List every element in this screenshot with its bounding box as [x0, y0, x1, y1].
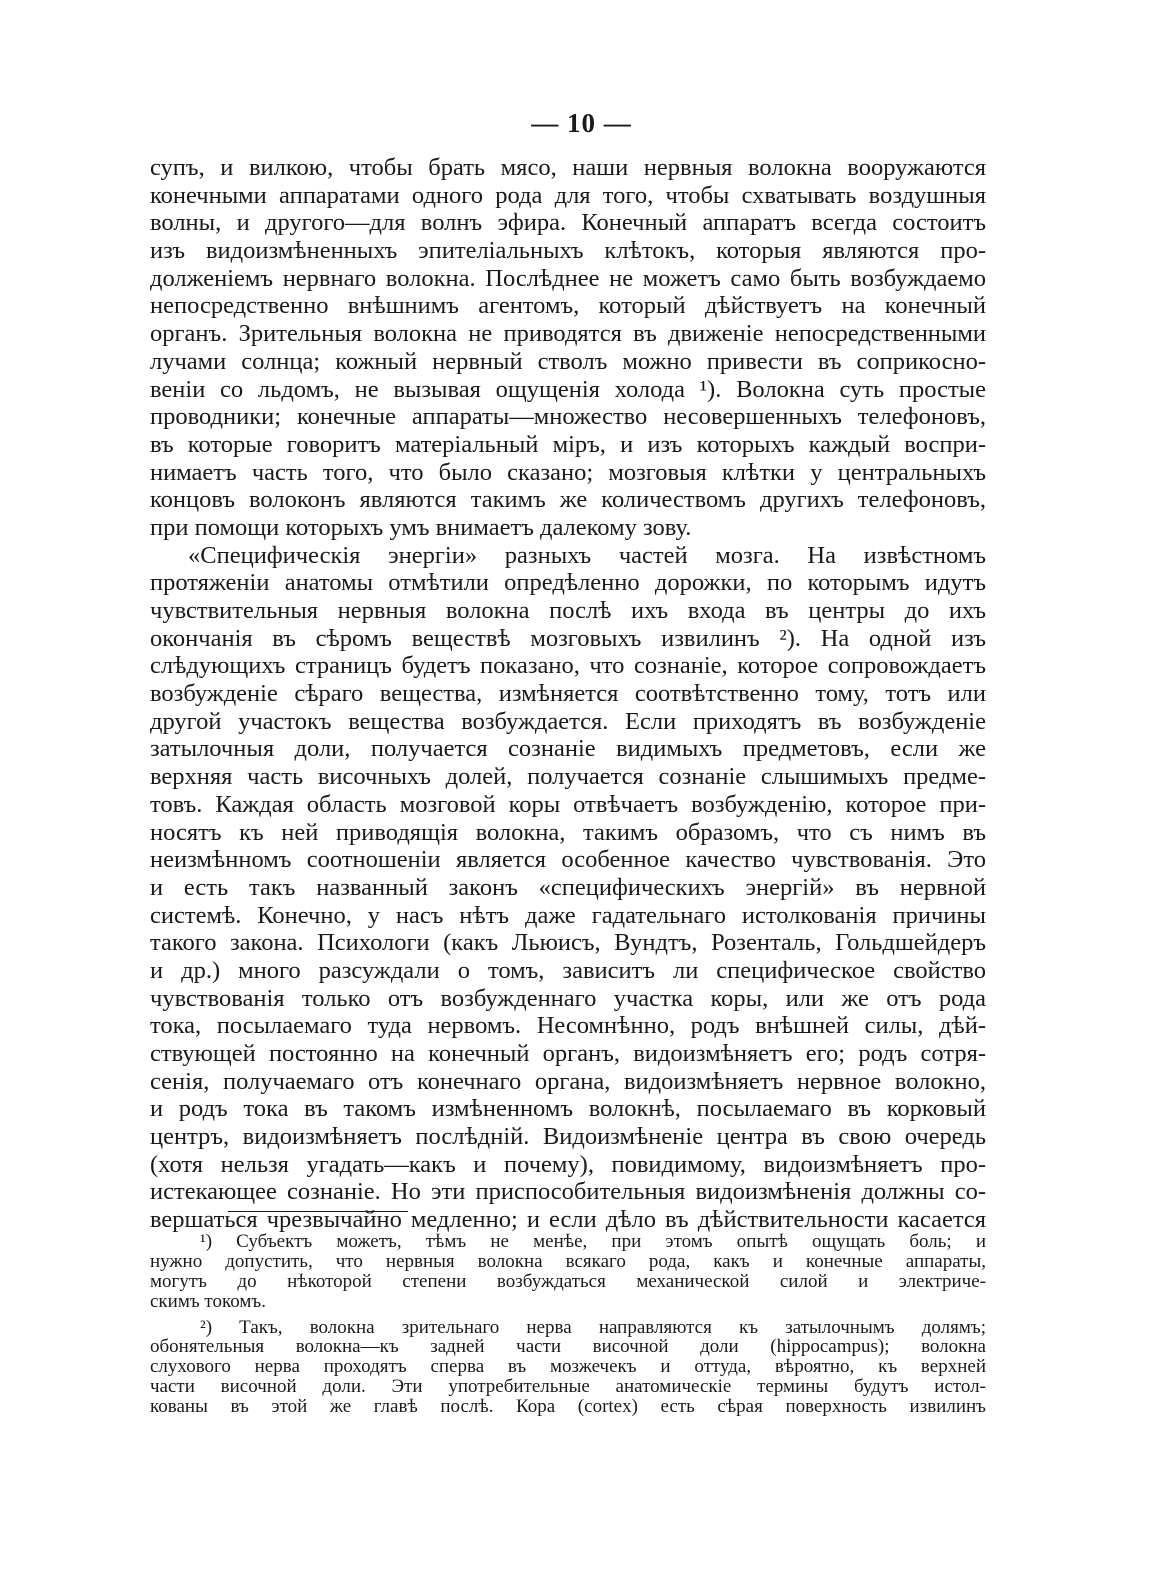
text-line: концовъ волоконъ являются такимъ же количествомъ другихъ телефоновъ, [150, 486, 986, 514]
text-line: затылочныя доли, получается сознаніе видимыхъ предметовъ, если же [150, 735, 986, 763]
text-line: чувствованія только отъ возбужденнаго участка коры, или же отъ рода [150, 984, 986, 1012]
text-line: окончанія въ сѣромъ веществѣ мозговыхъ извилинъ ²). На одной изъ [150, 624, 986, 652]
page-number: — 10 — [531, 108, 632, 138]
text-line: протяженіи анатомы отмѣтили опредѣленно дорожки, по которымъ идутъ [150, 569, 986, 597]
text-line: «Специфическія энергіи» разныхъ частей мозга. На извѣстномъ [188, 541, 986, 569]
footnote-line: ²) Такъ, волокна зрительнаго нерва направляются къ затылочнымъ долямъ; [200, 1317, 986, 1338]
text-line: верхняя часть височныхъ долей, получается сознаніе слышимыхъ предме- [150, 763, 986, 791]
text-line: носятъ къ ней приводящія волокна, такимъ образомъ, что съ нимъ въ [150, 818, 986, 846]
paragraph-2 [150, 542, 986, 1234]
text-line: неизмѣнномъ соотношеніи является особенное качество чувствованія. Это [150, 846, 986, 874]
text-line: волны, и другого—для волнъ эфира. Конечный аппаратъ всегда состоитъ [150, 209, 986, 237]
text-line: при помощи которыхъ умъ внимаетъ далекому зову. [150, 513, 692, 541]
paragraph-1 [150, 154, 986, 542]
text-line: системѣ. Конечно, у насъ нѣтъ даже гадательнаго истолкованія причины [150, 901, 986, 929]
footnote-1 [150, 1232, 986, 1312]
text-line: тока, посылаемаго туда нервомъ. Несомнѣнно, родъ внѣшней силы, дѣй- [150, 1012, 986, 1040]
text-line: и др.) много разсуждали о томъ, зависитъ ли специфическое свойство [150, 956, 986, 984]
text-line: чувствительныя нервныя волокна послѣ ихъ входа въ центры до ихъ [150, 597, 986, 624]
text-line: лучами солнца; кожный нервный стволъ можно привести въ соприкосно- [150, 347, 986, 375]
text-line: ствующей постоянно на конечный органъ, видоизмѣняетъ его; родъ сотря- [150, 1040, 986, 1067]
text-line: (хотя нельзя угадать—какъ и почему), повидимому, видоизмѣняетъ про- [150, 1150, 986, 1178]
text-line: супъ, и вилкою, чтобы брать мясо, наши нервныя волокна вооружаются [150, 154, 986, 181]
text-line: сенія, получаемаго отъ конечнаго органа, видоизмѣняетъ нервное волокно, [150, 1067, 986, 1095]
text-line: такого закона. Психологи (какъ Льюисъ, Вундтъ, Розенталь, Гольдшейдеръ [150, 929, 986, 957]
footnote-line: нужно допустить, что нервныя волокна всякаго рода, какъ и конечные аппараты, [150, 1251, 986, 1272]
footnote-line: скимъ токомъ. [150, 1291, 266, 1312]
text-line: и есть такъ названный законъ «специфическихъ энергій» въ нервной [150, 873, 986, 901]
footnotes [150, 1232, 986, 1417]
footnote-line: ¹) Субъектъ можетъ, тѣмъ не менѣе, при этомъ опытѣ ощущать боль; и [200, 1232, 986, 1252]
text-line: органъ. Зрительныя волокна не приводятся въ движеніе непосредственными [150, 320, 986, 348]
text-line: непосредственно внѣшнимъ агентомъ, который дѣйствуетъ на конечный [150, 292, 986, 320]
text-line: товъ. Каждая область мозговой коры отвѣчаетъ возбужденію, которое при- [150, 790, 986, 818]
text-line: вершаться чрезвычайно медленно; и если дѣло въ дѣйствительности касается [150, 1206, 986, 1234]
text-line: и родъ тока въ такомъ измѣненномъ волокнѣ, посылаемаго въ корковый [150, 1095, 986, 1123]
footnote-line: обонятельныя волокна—къ задней части височной доли (hippocampus); волокна [150, 1337, 986, 1358]
text-line: конечными аппаратами одного рода для того, чтобы схватывать воздушныя [150, 181, 986, 209]
footnote-divider [228, 1211, 408, 1212]
footnote-line: могутъ до нѣкоторой степени возбуждаться механической силой и электриче- [150, 1271, 986, 1292]
footnote-2 [150, 1318, 986, 1417]
text-line: изъ видоизмѣненныхъ эпителіальныхъ клѣтокъ, которыя являются про- [150, 237, 986, 265]
text-line: центръ, видоизмѣняетъ послѣдній. Видоизмѣненіе центра въ свою очередь [150, 1123, 986, 1151]
footnote-line: части височной доли. Эти употребительные анатомическіе термины будутъ истол- [150, 1377, 986, 1398]
text-line: другой участокъ вещества возбуждается. Если приходятъ въ возбужденіе [150, 707, 986, 735]
text-line: нимаетъ часть того, что было сказано; мозговыя клѣтки у центральныхъ [150, 458, 986, 486]
text-line: слѣдующихъ страницъ будетъ показано, что сознаніе, которое сопровождаетъ [150, 652, 986, 680]
footnote-line: слухового нерва проходятъ сперва въ мозжечекъ и оттуда, вѣроятно, къ верхней [150, 1357, 986, 1378]
text-line: долженіемъ нервнаго волокна. Послѣднее не можетъ само быть возбуждаемо [150, 264, 986, 292]
text-line: истекающее сознаніе. Но эти приспособительныя видоизмѣненія должны со- [150, 1178, 986, 1206]
text-line: веніи со льдомъ, не вызывая ощущенія холода ¹). Волокна суть простые [150, 375, 986, 403]
text-line: въ которые говоритъ матеріальный міръ, и изъ которыхъ каждый воспри- [150, 430, 986, 458]
main-text [150, 154, 986, 1234]
text-line: проводники; конечные аппараты—множество несовершенныхъ телефоновъ, [150, 403, 986, 431]
footnote-line: кованы въ этой же главѣ послѣ. Кора (cortex) есть сѣрая поверхность извилинъ [150, 1397, 986, 1418]
text-line: возбужденіе сѣраго вещества, измѣняется соотвѣтственно тому, тотъ или [150, 680, 986, 708]
